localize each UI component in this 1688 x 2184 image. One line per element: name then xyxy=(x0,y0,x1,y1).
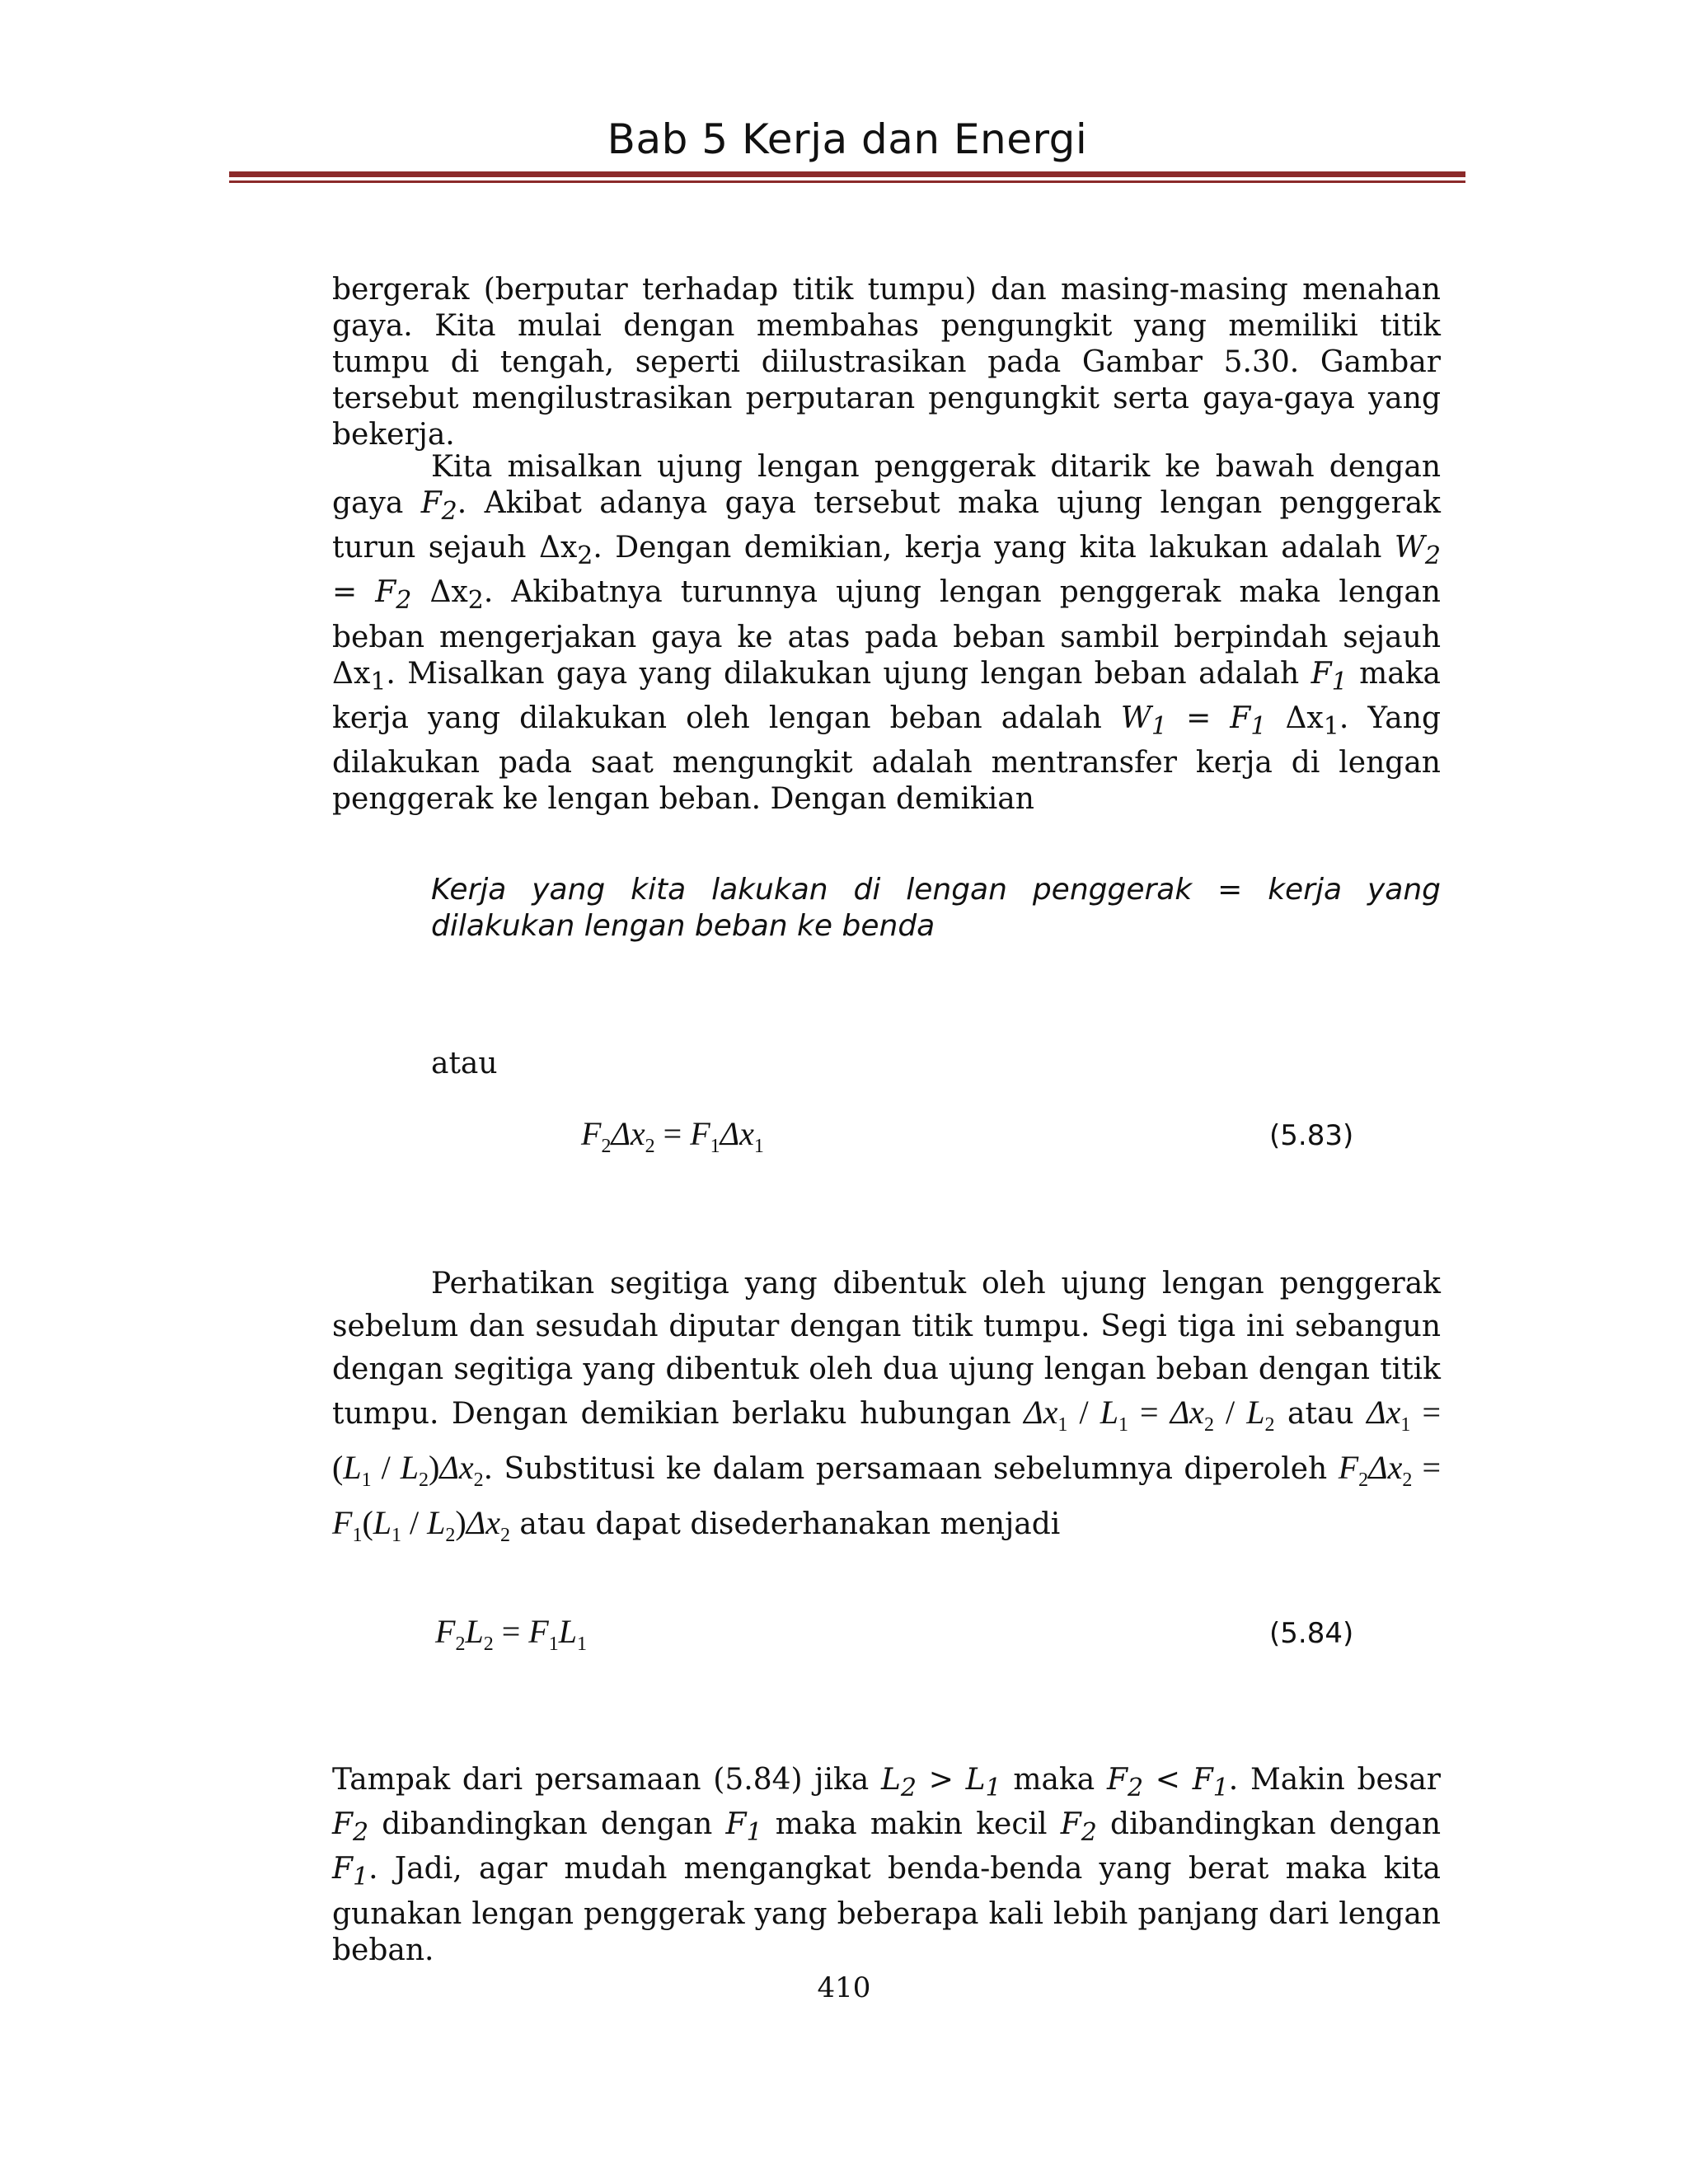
chapter-header-title: Bab 5 Kerja dan Energi xyxy=(607,115,1088,163)
header-rule-thick xyxy=(229,171,1465,177)
paragraph-1: bergerak (berputar terhadap titik tumpu) dan masing-masing menahan gaya. Kita mulai dengan membahas pengungkit yang memiliki titik tumpu di tengah, seperti diilustrasikan pada Gambar 5.30. Gambar tersebut mengilustrasikan perputaran pengungkit serta gaya-gaya yang bekerja. xyxy=(332,273,1441,452)
header-rule-thin xyxy=(229,180,1465,183)
equation-number-5-84: (5.84) xyxy=(1269,1617,1354,1650)
page-number: 410 xyxy=(817,1971,871,2004)
equation-5-84: $F_2L_2 = F_1L_1$ xyxy=(435,1613,587,1655)
statement-quote: Kerja yang kita lakukan di lengan penggerak = kerja yang dilakukan lengan beban ke benda xyxy=(431,873,1441,943)
equation-number-5-83: (5.83) xyxy=(1269,1119,1354,1152)
equation-5-83: $F_2\Delta x_2 = F_1\Delta x_1$ xyxy=(581,1115,764,1157)
paragraph-2: Kita misalkan ujung lengan penggerak ditarik ke bawah dengan gaya $F_2$. Akibat adanya gaya tersebut maka ujung lengan penggerak turun sejauh $\Delta x_2$. Dengan demikian, kerja yang kita lakukan adalah $W_2 = F_2$ $\Delta x_2$. Akibatnya turunnya ujung lengan penggerak maka lengan beban mengerjakan gaya ke atas pada beban sambil berpindah sejauh $\Delta x_1$. Misalkan gaya yang dilakukan ujung lengan beban adalah $F_1$ maka kerja yang dilakukan oleh lengan beban adalah $W_1 = F_1$ $\Delta x_1$. Yang dilakukan pada saat mengungkit adalah mentransfer kerja di lengan penggerak ke lengan beban. Dengan demikian xyxy=(332,450,1442,816)
paragraph-3: Perhatikan segitiga yang dibentuk oleh ujung lengan penggerak sebelum dan sesudah diputar dengan titik tumpu. Segi tiga ini sebangun dengan segitiga yang dibentuk oleh dua ujung lengan beban dengan titik tumpu. Dengan demikian berlaku hubungan $\Delta x_1 / L_1 = \Delta x_2 / L_2$ atau $\Delta x_1 = (L_1 / L_2)\Delta x_2$. Substitusi ke dalam persamaan sebelumnya diperoleh $F_2\Delta x_2 = F_1(L_1 / L_2)\Delta x_2$ atau dapat disederhanakan menjadi xyxy=(332,1267,1442,1546)
atau-text: atau xyxy=(431,1047,498,1080)
paragraph-4: Tampak dari persamaan (5.84) jika $L_2 > L_1$ maka $F_2 < F_1$. Makin besar $F_2$ dibandingkan dengan $F_1$ maka makin kecil $F_2$ dibandingkan dengan $F_1$. Jadi, agar mudah mengangkat benda-benda yang berat maka kita gunakan lengan penggerak yang beberapa kali lebih panjang dari lengan beban. xyxy=(332,1763,1442,1967)
